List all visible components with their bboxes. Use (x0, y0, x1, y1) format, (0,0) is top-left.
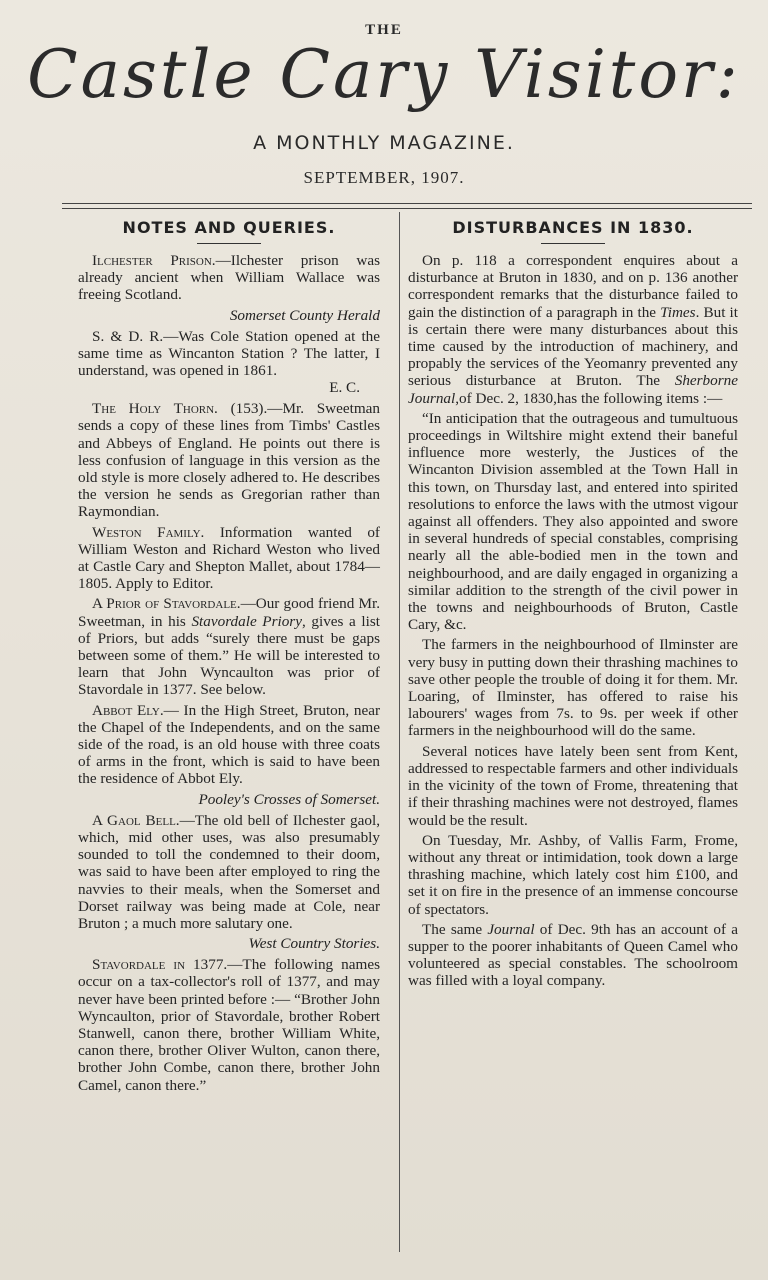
right-column (408, 218, 738, 993)
masthead-title: Castle Cary Visitor: (27, 36, 741, 113)
column-divider (399, 212, 400, 1252)
note-text: —Was Cole Station opened at the same time as Wincanton Station ? The latter, I understand, was opened in 1861. (78, 327, 381, 380)
article-text: On p. 118 a correspondent enquires about a disturbance at Bruton in 1830, and on p. 136 another correspondent remarks that the disturbance failed to gain the distinction of a paragraph in the (408, 252, 738, 321)
note-source: West Country Stories. (248, 935, 380, 953)
article-paragraph: On Tuesday, Mr. Ashby, of Vallis Farm, Frome, without any threat or intimidation, took down a large thrashing machine, which lately cost him £100, and set it on fire in the presence of an immense concourse of spectators. (408, 831, 738, 918)
note-holy-thorn (78, 400, 380, 520)
note-title: A Prior of Stavordale. (92, 595, 241, 613)
article-paragraph (408, 252, 738, 407)
newspaper-title: Journal (487, 920, 535, 938)
note-abbot-ely (78, 702, 380, 788)
article-paragraph: The farmers in the neighbourhood of Ilminster are very busy in putting down their thrashing machines to save other people the trouble of doing it for them. Mr. Loaring, of Ilminster, has offered to raise his labourers' wages from 7s. to 9s. per week if other farmers in the neighbourhood will do the same. (408, 636, 738, 740)
note-text: —The following names occur on a tax-collector's roll of 1377, and may never have been printed before :— “Brother John Wyncaulton, prior of Stavordale, brother Robert Stanwell, canon there, brother William White, canon there, brother Oliver Wulton, canon there, brother John Combe, canon there, brother John Camel, canon there.” (78, 956, 380, 1094)
note-text: (153).—Mr. Sweetman sends a copy of these lines from Timbs' Castles and Abbeys of England. He points out there is less confusion of language in this version as the old style is more closely adhered to. He describes the version he sends as Gregorian rather than Raymondian. (78, 400, 380, 521)
note-initials: E. C. (329, 379, 360, 397)
note-prior-stavordale (78, 595, 380, 698)
note-title: A Gaol Bell. (92, 811, 180, 829)
note-title: Weston Family. (92, 523, 205, 541)
article-paragraph: Several notices have lately been sent from Kent, addressed to respectable farmers and other individuals in the vicinity of the town of Frome, threatening that if their thrashing machines were not destroyed, flames would be the result. (408, 742, 738, 829)
article-paragraph: “In anticipation that the outrageous and tumultuous proceedings in Wiltshire might extend their baneful influence more westerly, the Justices of the Wincanton Division assembled at the Town Hall in this town, on Thursday last, and entered into spirited resolutions to enforce the laws with the utmost vigour against all offenders. They also appointed and swore in several hundreds of special constables, comprising nearly all the able-bodied men in the town and neighbourhood, and are daily engaged in organizing a similar addition to the strength of the civil power in the towns and neighbourhoods of Bruton, Castle Cary, &c. (408, 409, 738, 634)
heading-rule (541, 243, 605, 244)
note-text: — In the High Street, Bruton, near the Chapel of the Independents, and on the same side of the road, is an old house with three coats of arms in the front, which is said to have been the residence of Abbot Ely. (78, 701, 380, 788)
note-s-and-d-r (78, 328, 380, 380)
disturbances-heading: DISTURBANCES IN 1830. (452, 218, 694, 237)
article-text: of Dec. 9th has an account of a supper to the poorer inhabitants of Queen Camel who volunteered as special constables. The schoolroom was filled with a loyal company. (408, 920, 738, 990)
article-text: The same (422, 920, 488, 938)
note-title: Abbot Ely. (92, 701, 164, 719)
note-text: —The old bell of Ilchester gaol, which, mid other uses, was also presumably sounded to toll the condemned to their doom, was said to have been after employed to ring the navvies to their meals, when the Somerset and Dorset railway was being made at Cole, near Bruton ; a much more salutary one. (78, 811, 380, 932)
notes-heading: NOTES AND QUERIES. (122, 218, 336, 237)
article-text: . But it is certain there were many disturbances about this time caused by the introduction of machinery, and propably the services of the Yeomanry prevented any serious disturbance at Bruton. The (408, 303, 738, 390)
article-text: ,of Dec. 2, 1830,has the following items :— (455, 389, 723, 407)
note-text: —Our good friend Mr. Sweetman, in his (78, 595, 381, 630)
note-title: The Holy Thorn. (92, 400, 218, 418)
newspaper-title: Times (660, 303, 696, 321)
note-source: Somerset County Herald (229, 306, 380, 324)
note-title: Ilchester Prison. (92, 252, 216, 269)
left-column (78, 218, 380, 1097)
note-book-title: Stavordale Priory (191, 612, 302, 630)
note-text: Information wanted of William Weston and Richard Weston who lived at Castle Cary and Shepton Mallet, about 1784—1805. Apply to Editor. (78, 523, 380, 593)
masthead-date: SEPTEMBER, 1907. (303, 168, 465, 187)
note-weston-family (78, 524, 380, 593)
newspaper-title: Sherborne Journal (408, 372, 738, 407)
note-title: Stavordale in 1377. (92, 956, 228, 974)
note-gaol-bell (78, 812, 380, 932)
masthead-the: THE (365, 22, 403, 38)
masthead-subtitle: A MONTHLY MAGAZINE. (253, 132, 515, 154)
note-source: Pooley's Crosses of Somerset. (198, 790, 380, 808)
note-text: , gives a list of Priors, but adds “surely there must be gaps between some of them.” He will be interested to learn that John Wyncaulton was prior of Stavordale in 1377. See below. (78, 612, 380, 699)
masthead-double-rule (62, 203, 752, 209)
note-ilchester-prison (78, 252, 380, 304)
article-paragraph (408, 921, 738, 990)
heading-rule (197, 243, 261, 244)
note-stavordale-1377 (78, 956, 380, 1094)
note-title: S. & D. R. (92, 327, 164, 345)
note-text: —Ilchester prison was already ancient when William Wallace was freeing Scotland. (78, 252, 380, 304)
